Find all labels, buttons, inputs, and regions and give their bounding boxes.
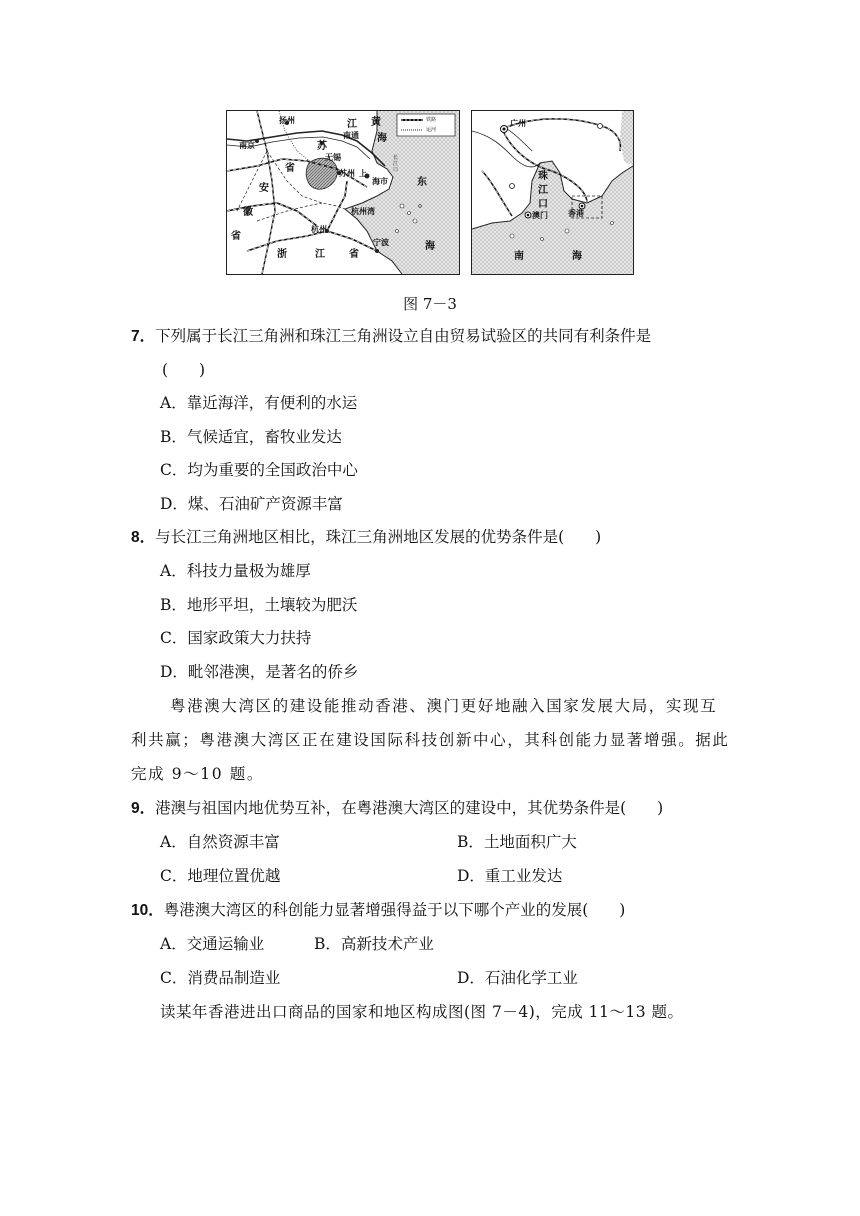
map-label: 海 [377,133,387,144]
option-c: C．地理位置优越 [160,867,281,885]
map-label: 珠 [538,171,548,182]
option-b: B．气候适宜，畜牧业发达 [160,428,342,446]
option-a: A．靠近海洋，有便利的水运 [160,394,358,412]
option-a: A．科技力量极为雄厚 [160,562,311,580]
map-label: 长江口 [393,155,399,173]
map-label: 省 [349,249,359,260]
pearl-map-drawing [472,111,633,274]
figure-caption: 图 7－3 [403,295,457,313]
option-a: A．交通运输业 [160,935,265,953]
option-c: C．均为重要的全国政治中心 [160,461,358,479]
passage-line-3: 完成 9～10 题。 [131,765,264,783]
legend-railway: 铁路 [426,117,437,123]
map-label: 江 [315,249,325,260]
map-label: 江 [538,185,548,196]
map-label: 江 [347,119,357,130]
question-number: 7． [131,328,156,345]
map-label: 苏 [317,141,327,152]
question-text: 港澳与祖国内地优势互补，在粤港澳大湾区的建设中，其优势条件是( ) [155,799,664,817]
intro-11-13: 读某年香港进出口商品的国家和地区构成图(图 7－4)，完成 11～13 题。 [160,1003,684,1021]
option-d: D．石油化学工业 [457,969,578,987]
question-7 [131,326,651,347]
map-label: 香港 [568,208,584,218]
option-c: C．消费品制造业 [160,969,281,987]
map-label: 扬州 [279,115,295,125]
legend-canal: 运河 [426,127,437,133]
map-label: 黄 [371,117,381,128]
map-label: 南京 [239,140,255,150]
map-label: 省 [231,231,241,242]
question-10 [131,900,625,921]
question-text: 下列属于长江三角洲和珠江三角洲设立自由贸易试验区的共同有利条件是 [155,327,652,345]
question-number: 10． [131,902,164,919]
map-label: 徽 [243,207,253,218]
option-d: D．煤、石油矿产资源丰富 [160,495,343,513]
option-b: B．地形平坦，土壤较为肥沃 [160,596,358,614]
map-label: 东 [417,177,427,188]
map-label: 南通 [343,130,359,140]
question-text: 与长江三角洲地区相比，珠江三角洲地区发展的优势条件是( ) [155,528,602,546]
map-label: 海 [572,251,582,262]
map-label: 苏州 [339,168,355,178]
map-label: 杭州湾 [351,206,375,216]
option-b: B．土地面积广大 [457,833,577,851]
question-number: 8． [131,529,156,546]
map-label: 浙 [277,249,287,260]
map-label: 口 [538,199,548,210]
map-label: 无锡 [325,152,341,162]
option-c: C．国家政策大力扶持 [160,629,312,647]
map-label: 澳门 [532,210,548,220]
answer-paren: ( ) [162,361,206,379]
option-d: D．重工业发达 [457,867,563,885]
question-text: 粤港澳大湾区的科创能力显著增强得益于以下哪个产业的发展( ) [163,901,626,919]
map-label: 安 [259,183,269,194]
option-d: D．毗邻港澳，是著名的侨乡 [160,663,359,681]
question-8 [131,527,601,548]
yangtze-delta-map [226,110,460,275]
map-label: 海市 [372,176,388,186]
map-label: 杭州 [311,224,327,234]
question-number: 9． [131,800,156,817]
map-label: 南 [514,251,524,262]
passage-line-2: 利共赢；粤港澳大湾区正在建设国际科技创新中心，其科创能力显著增强。据此 [131,731,730,749]
question-9 [131,798,663,819]
option-a: A．自然资源丰富 [160,833,280,851]
passage-line-1: 粤港澳大湾区的建设能推动香港、澳门更好地融入国家发展大局，实现互 [170,697,718,715]
figure-maps [226,110,634,276]
pearl-delta-map [471,110,634,275]
map-label: 广州 [510,118,526,128]
map-label: 上 [359,168,367,178]
map-label: 宁波 [373,237,389,247]
map-label: 省 [285,163,295,174]
option-b: B．高新技术产业 [314,935,434,953]
map-label: 海 [425,241,435,252]
